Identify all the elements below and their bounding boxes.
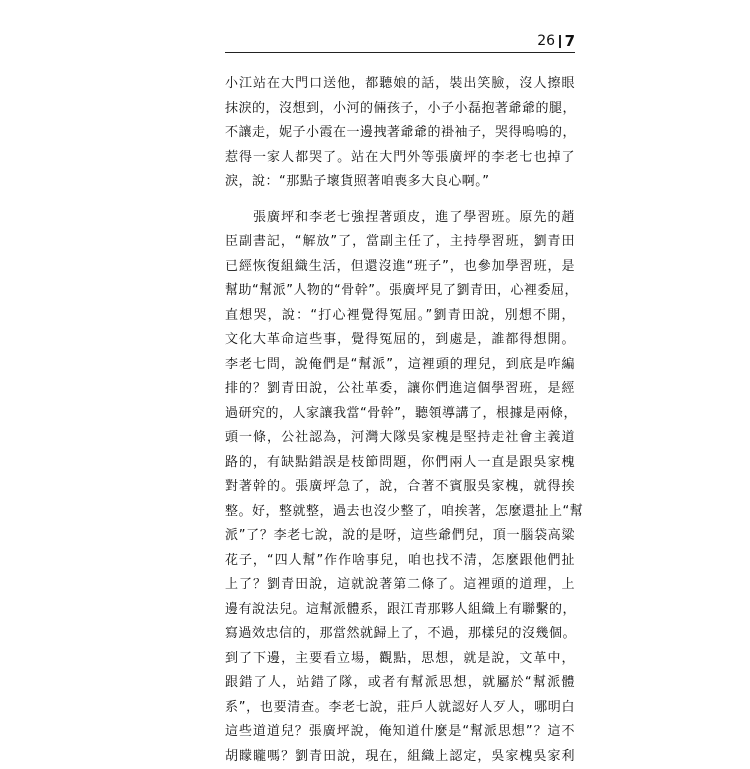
page-number-label xyxy=(537,33,575,49)
text-line: 李老七問，說俺們是“幫派”，這裡頭的理兒，到底是咋編 xyxy=(225,353,575,378)
text-line: 小江站在大門口送他，都聽娘的話，裝出笑臉，沒人擦眼 xyxy=(225,72,575,97)
page-number: 26 xyxy=(537,33,555,49)
text-line: 排的？劉青田說，公社革委，讓你們進這個學習班，是經 xyxy=(225,377,575,402)
chapter-number: 7 xyxy=(565,33,575,49)
paragraph-gap xyxy=(225,195,575,206)
text-line: 這些道道兒？張廣坪說，俺知道什麼是“幫派思想”？這不 xyxy=(225,720,575,745)
text-line: 已經恢復組織生活，但還沒進“班子”，也參加學習班，是 xyxy=(225,255,575,280)
text-line: 過研究的，人家讓我當“骨幹”，聽領導講了，根據是兩條， xyxy=(225,402,575,427)
text-line: 幫助“幫派”人物的“骨幹”。張廣坪見了劉青田，心裡委屈， xyxy=(225,279,575,304)
text-line: 邊有說法兒。這幫派體系，跟江青那夥人組織上有聯繫的， xyxy=(225,598,575,623)
page-header xyxy=(225,30,575,53)
text-line: 寫過效忠信的，那當然就歸上了，不過，那樣兒的沒幾個。 xyxy=(225,622,575,647)
header-separator xyxy=(559,35,561,48)
text-line: 整。好，整就整，過去也沒少整了，咱挨著，怎麼還扯上“幫 xyxy=(225,500,575,525)
text-line: 系”，也要清查。李老七說，莊戶人就認好人歹人，哪明白 xyxy=(225,696,575,721)
text-line: 派”了？李老七說，說的是呀，這些爺們兒，頂一腦袋高粱 xyxy=(225,524,575,549)
text-line: 花子，“四人幫”作作啥事兒，咱也找不清，怎麼跟他們扯 xyxy=(225,549,575,574)
text-line: 抹淚的，沒想到，小河的倆孩子，小子小磊抱著爺爺的腿， xyxy=(225,97,575,122)
text-line: 頭一條，公社認為，河灣大隊吳家槐是堅持走社會主義道 xyxy=(225,426,575,451)
text-line: 胡矇矓嗎？劉青田說，現在，組織上認定，吳家槐吳家利 xyxy=(225,745,575,769)
text-line: 路的，有缺點錯誤是枝節問題，你們兩人一直是跟吳家槐 xyxy=(225,451,575,476)
page-body xyxy=(225,72,575,769)
text-line: 惹得一家人都哭了。站在大門外等張廣坪的李老七也掉了 xyxy=(225,146,575,171)
text-line: 上了？劉青田說，這就說著第二條了。這裡頭的道理，上 xyxy=(225,573,575,598)
text-line: 臣副書記，“解放”了，當副主任了，主持學習班，劉青田 xyxy=(225,230,575,255)
text-line: 張廣坪和李老七強捏著頭皮，進了學習班。原先的趙 xyxy=(225,206,575,231)
text-line: 不讓走，妮子小霞在一邊拽著爺爺的褂袖子，哭得嗚嗚的， xyxy=(225,121,575,146)
text-line: 到了下邊，主要看立場，觀點，思想，就是說，文革中， xyxy=(225,647,575,672)
paragraph-1 xyxy=(225,72,575,195)
text-line: 跟錯了人，站錯了隊，或者有幫派思想，就屬於“幫派體 xyxy=(225,671,575,696)
text-line: 直想哭，說：“打心裡覺得冤屈。”劉青田說，別想不開， xyxy=(225,304,575,329)
text-line: 對著幹的。張廣坪急了，說，合著不賓服吳家槐，就得挨 xyxy=(225,475,575,500)
paragraph-2 xyxy=(225,206,575,769)
text-line: 文化大革命這些事，覺得冤屈的，到處是，誰都得想開。 xyxy=(225,328,575,353)
text-line: 淚，說：“那點子壞貨照著咱喪多大良心啊。” xyxy=(225,170,575,195)
